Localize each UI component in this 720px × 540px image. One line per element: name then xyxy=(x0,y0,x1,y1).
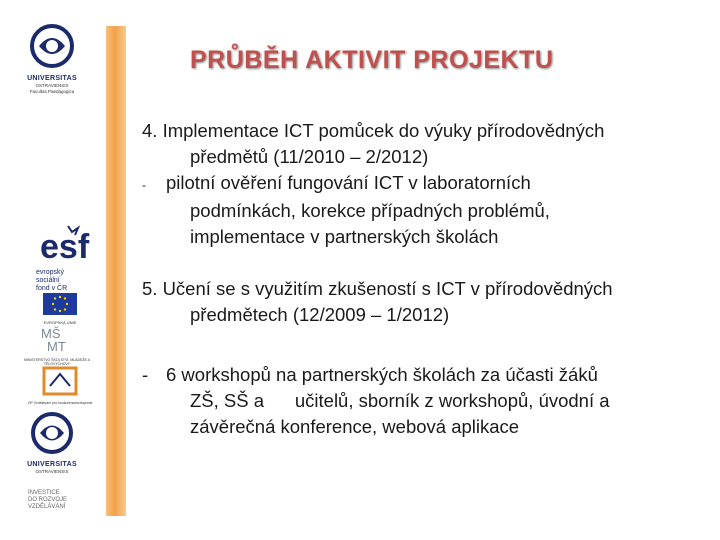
subitem-4-line2: podmínkách, korekce případných problémů, xyxy=(190,200,550,221)
esf-line1: evropský xyxy=(36,269,65,276)
sidebar-logos xyxy=(0,0,120,540)
university-line3: Facultas Paedagogica xyxy=(29,89,75,94)
university-bottom-name: UNIVERSITAS xyxy=(27,461,77,468)
subitem-4-dash: - xyxy=(142,178,146,192)
subitem-4-line3: implementace v partnerských školách xyxy=(190,226,499,247)
university-emblem-bottom-icon xyxy=(27,410,77,456)
msmt-logo-icon xyxy=(37,325,77,353)
msmt-logo xyxy=(14,325,100,366)
slide-content xyxy=(142,118,717,440)
university-name: UNIVERSITAS xyxy=(27,75,77,82)
university-logo-bottom xyxy=(10,410,94,475)
svg-text:MT: MT xyxy=(47,339,66,353)
invest-logo xyxy=(28,490,88,511)
invest-line3: VZDĚLÁVÁNÍ xyxy=(28,504,66,510)
subitem-5-line3: závěrečná konference, webová aplikace xyxy=(190,416,520,437)
item-4 xyxy=(142,118,717,170)
subitem-5-line1: 6 workshopů na partnerských školách za účasti žáků xyxy=(166,364,598,385)
op-caption: OP Vzdělávání pro konkurenceschopnost xyxy=(27,401,93,405)
item-5 xyxy=(142,276,717,328)
item-4-line2: předmětů (11/2010 – 2/2012) xyxy=(190,146,429,167)
subitem-4-line1: pilotní ověření fungování ICT v laboratorních xyxy=(166,172,531,193)
accent-bar xyxy=(106,26,126,516)
invest-line1: INVESTICE xyxy=(28,490,60,496)
item-5-line1: 5. Učení se s využitím zkušeností s ICT v přírodovědných xyxy=(142,278,613,299)
slide-title: PRŮBĚH AKTIVIT PROJEKTU xyxy=(190,46,554,74)
eu-logo xyxy=(40,293,80,326)
subitem-5 xyxy=(142,362,717,440)
university-logo-top xyxy=(10,22,94,95)
university-line2: OSTRAVIENSIS xyxy=(35,83,69,88)
esf-logo xyxy=(36,222,96,293)
msmt-caption: MINISTERSTVO ŠKOLSTVÍ, MLÁDEŽE A TĚLOVÝCHOVY xyxy=(24,358,90,366)
svg-text:MŠ: MŠ xyxy=(41,326,61,341)
op-logo-icon xyxy=(38,366,82,396)
svg-text:esf: esf xyxy=(40,228,90,264)
op-logo xyxy=(20,366,100,405)
eu-flag-icon xyxy=(43,293,77,315)
item-4-line1: 4. Implementace ICT pomůcek do výuky přírodovědných xyxy=(142,120,605,141)
esf-line2: sociální xyxy=(36,277,60,284)
university-emblem-icon xyxy=(27,22,77,70)
item-5-line2: předmětech (12/2009 – 1/2012) xyxy=(190,304,450,325)
invest-line2: DO ROZVOJE xyxy=(28,497,68,503)
esf-line3: fond v ČR xyxy=(36,285,68,292)
subitem-5-dash: - xyxy=(142,364,149,385)
subitem-4 xyxy=(142,170,717,250)
eu-caption: EVROPSKÁ UNIE xyxy=(43,320,77,325)
esf-logo-icon xyxy=(38,222,94,264)
university-bottom-line2: OSTRAVIENSIS xyxy=(35,469,69,474)
subitem-5-line2: ZŠ, SŠ a učitelů, sborník z workshopů, úvodní a xyxy=(190,390,610,411)
